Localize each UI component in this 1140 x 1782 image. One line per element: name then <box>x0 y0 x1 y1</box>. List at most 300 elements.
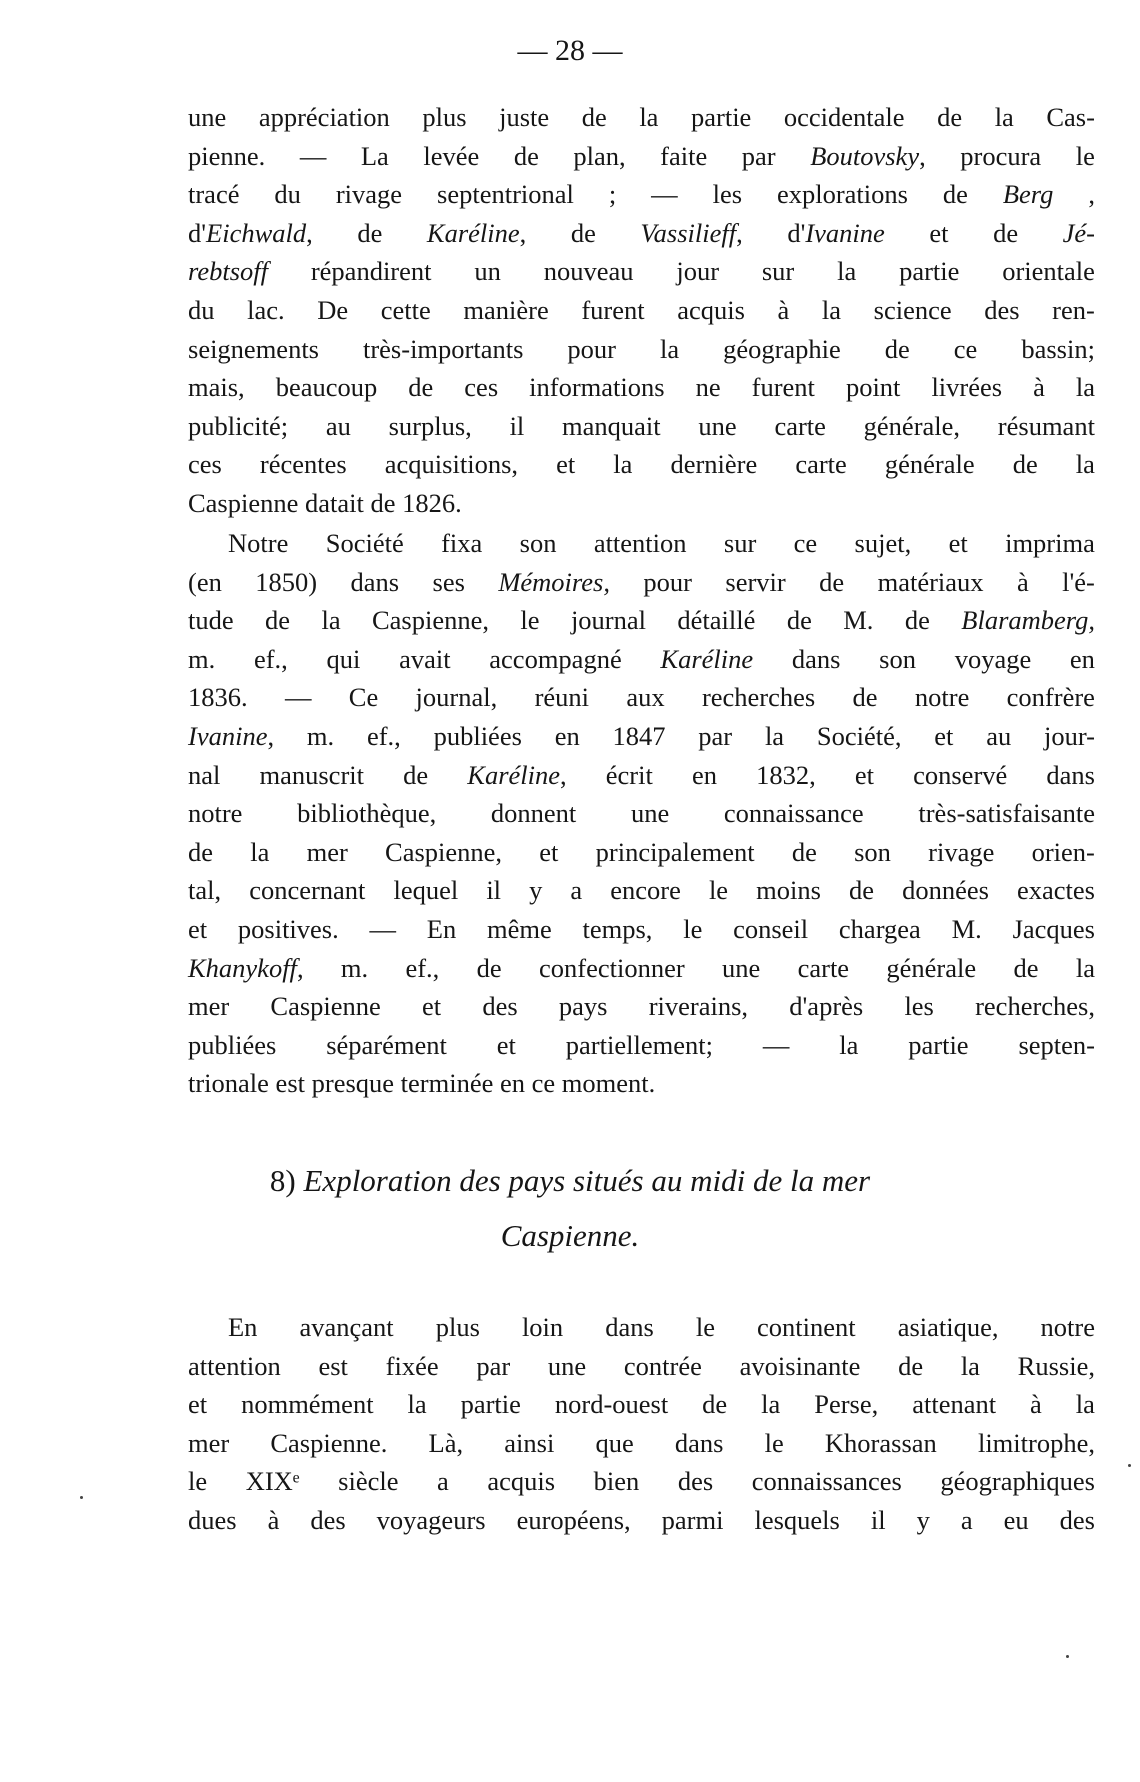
text-segment: Caspienne datait de 1826. <box>188 487 462 518</box>
word: ces <box>464 372 499 403</box>
word: principalement <box>595 836 755 867</box>
word: au <box>986 720 1012 751</box>
word: orientale <box>1002 256 1095 287</box>
word: dans <box>605 1312 654 1342</box>
word: les <box>712 179 743 210</box>
word: de <box>265 605 291 636</box>
word: partie <box>460 1389 521 1420</box>
word: Karéline, <box>467 759 567 790</box>
word: a <box>570 875 583 906</box>
word: conseil <box>733 913 809 944</box>
word: de <box>702 1389 728 1420</box>
word: la <box>994 102 1014 132</box>
word: rivage <box>335 179 403 210</box>
word: avoisinante <box>739 1350 861 1381</box>
word: recherches <box>701 682 816 713</box>
word: de <box>570 217 596 248</box>
word: écrit <box>605 759 653 790</box>
word: en <box>554 720 580 751</box>
text-line <box>188 1308 1095 1347</box>
word: lac. <box>247 294 285 325</box>
word: le <box>695 1312 715 1342</box>
word: de <box>513 140 539 171</box>
word: nouveau <box>543 256 634 287</box>
word: temps, <box>582 913 653 944</box>
word: , <box>1088 179 1095 210</box>
word: loin <box>521 1312 564 1342</box>
word: de <box>937 102 963 132</box>
word: 1832, <box>756 759 816 790</box>
word: en <box>691 759 717 790</box>
word: sujet, <box>854 528 912 558</box>
word: de <box>852 682 878 713</box>
word: une <box>698 410 737 441</box>
word: il <box>870 1504 886 1535</box>
word: furent <box>751 372 815 403</box>
word: mer <box>188 991 230 1022</box>
word: attention <box>593 528 687 558</box>
word: des <box>310 1504 346 1535</box>
word: l'é- <box>1062 566 1095 597</box>
word: répandirent <box>310 256 432 287</box>
word: ce <box>953 333 978 364</box>
word: la <box>960 1350 980 1381</box>
word: septen- <box>1018 1029 1095 1060</box>
word: bassin; <box>1021 333 1095 364</box>
word: acquis <box>677 294 745 325</box>
word: journal, <box>415 682 498 713</box>
section-number: 8) <box>269 1163 296 1198</box>
word: partie <box>908 1029 969 1060</box>
text-line <box>188 949 1095 988</box>
word: Là, <box>428 1427 464 1458</box>
word: dans <box>674 1427 724 1458</box>
paragraph-3 <box>188 1308 1095 1540</box>
text-line <box>188 1501 1095 1540</box>
word: dues <box>188 1504 237 1535</box>
word: conservé <box>913 759 1008 790</box>
word: de <box>791 836 817 867</box>
text-line <box>188 987 1095 1026</box>
text-line <box>188 910 1095 949</box>
text-line <box>188 252 1095 291</box>
word: — <box>299 140 327 171</box>
word: 1847 <box>612 720 666 751</box>
word: En <box>426 913 457 944</box>
word: Vassilieff, <box>640 217 743 248</box>
word: et <box>854 759 874 790</box>
word: — <box>651 179 678 210</box>
word: une <box>722 952 761 983</box>
text-line <box>188 1424 1095 1463</box>
word: pour <box>643 566 692 597</box>
print-speck <box>1066 1655 1069 1658</box>
word: exactes <box>1016 875 1095 906</box>
word: partie <box>691 102 752 132</box>
word: géographie <box>723 333 841 364</box>
word: (en <box>188 566 222 597</box>
text-line <box>188 601 1095 640</box>
word: à <box>777 294 790 325</box>
word: à <box>1016 566 1029 597</box>
section-heading-line-2 <box>0 1218 1140 1254</box>
word: fixa <box>441 528 483 558</box>
text-line <box>188 717 1095 756</box>
word: très-importants <box>362 333 524 364</box>
word: récentes <box>259 449 347 480</box>
word: tal, <box>188 875 222 906</box>
word: occidentale <box>783 102 905 132</box>
word: ; <box>608 179 617 210</box>
word: jour <box>676 256 720 287</box>
text-line <box>188 563 1095 602</box>
word: dans <box>350 566 400 597</box>
word: Cas- <box>1046 102 1095 132</box>
word: sur <box>723 528 757 558</box>
word: mer <box>306 836 348 867</box>
word: et <box>188 913 208 944</box>
word: Karéline, <box>426 217 527 248</box>
word: de <box>898 1350 924 1381</box>
word: plus <box>422 102 467 132</box>
word: appréciation <box>258 102 390 132</box>
word: science <box>873 294 952 325</box>
word: sur <box>761 256 795 287</box>
word: des <box>984 294 1020 325</box>
word: la <box>407 1389 427 1420</box>
word: donnent <box>490 798 577 829</box>
word: tude <box>188 605 234 636</box>
word: partiellement; <box>565 1029 713 1060</box>
word: de <box>1013 952 1039 983</box>
word: Perse, <box>814 1389 879 1420</box>
text-line <box>188 137 1095 176</box>
word: acquis <box>487 1466 556 1497</box>
word: point <box>845 372 901 403</box>
word: seignements <box>188 333 319 364</box>
word: accompagné <box>489 643 622 674</box>
word: publiées <box>188 1029 277 1060</box>
word: la <box>1075 952 1095 983</box>
word: livrées <box>931 372 1003 403</box>
text-line <box>188 1385 1095 1424</box>
print-speck <box>1128 1464 1131 1467</box>
section-title-line-2: Caspienne. <box>500 1218 640 1253</box>
word: et <box>539 836 559 867</box>
word: Mémoires, <box>498 566 610 597</box>
paragraph-2 <box>188 524 1095 1103</box>
word: confrère <box>1006 682 1095 713</box>
word: nommément <box>241 1389 374 1420</box>
word: de <box>993 217 1019 248</box>
word: attention <box>188 1350 281 1381</box>
text-line <box>188 445 1095 484</box>
word: lequel <box>393 875 459 906</box>
word: ren- <box>1052 294 1095 325</box>
text-line <box>188 1347 1095 1386</box>
word: explorations <box>776 179 908 210</box>
word: Khorassan <box>824 1427 937 1458</box>
word: moins <box>756 875 821 906</box>
word: il <box>486 875 502 906</box>
text-line <box>188 871 1095 910</box>
word: la <box>1075 372 1095 403</box>
word: générale, <box>863 410 961 441</box>
word: et <box>188 1389 208 1420</box>
word: levée <box>423 140 480 171</box>
word: partie <box>899 256 960 287</box>
word: et <box>948 528 968 558</box>
text-line <box>188 1064 1095 1103</box>
word: de <box>786 605 812 636</box>
word: générale <box>884 449 975 480</box>
word: la <box>321 605 341 636</box>
word: avait <box>399 643 451 674</box>
word: la <box>613 449 633 480</box>
word: La <box>360 140 389 171</box>
word: les <box>904 991 934 1022</box>
word: Ce <box>348 682 379 713</box>
word: la <box>821 294 842 325</box>
word: furent <box>581 294 645 325</box>
word: imprima <box>1005 528 1095 558</box>
word: d'Eichwald, <box>188 217 313 248</box>
word: Boutovsky, <box>810 140 926 171</box>
word: Caspienne, <box>371 605 489 636</box>
text-line <box>188 368 1095 407</box>
word: la <box>250 836 270 867</box>
word: ne <box>695 372 721 403</box>
word: juste <box>499 102 550 132</box>
word: un <box>474 256 501 287</box>
word: la <box>659 333 680 364</box>
word: manière <box>463 294 549 325</box>
word: eu <box>1003 1504 1029 1535</box>
word: voyage <box>954 643 1032 674</box>
word: concernant <box>249 875 366 906</box>
word: de <box>357 217 383 248</box>
word: de <box>884 333 910 364</box>
word: des <box>677 1466 714 1497</box>
word: une <box>547 1350 587 1381</box>
word: asiatique, <box>897 1312 999 1342</box>
text-line <box>188 794 1095 833</box>
word: la <box>761 1389 781 1420</box>
text-line <box>188 291 1095 330</box>
word: nal <box>188 759 221 790</box>
word: — <box>369 913 397 944</box>
word: limitrophe, <box>977 1427 1095 1458</box>
word: bibliothèque, <box>297 798 437 829</box>
print-speck <box>80 1496 83 1499</box>
word: En <box>228 1312 258 1342</box>
word: Société <box>325 528 404 558</box>
word: de <box>188 836 214 867</box>
word: son <box>519 528 557 558</box>
word: de <box>848 875 874 906</box>
word: a <box>960 1504 973 1535</box>
word: pour <box>567 333 616 364</box>
word: attenant <box>912 1389 997 1420</box>
word: européens, <box>516 1504 631 1535</box>
text-line <box>188 640 1095 679</box>
word: Ivanine, <box>188 720 275 751</box>
word: et <box>934 720 954 751</box>
word: bien <box>593 1466 640 1497</box>
word: générale <box>886 952 977 983</box>
word: connaissances <box>751 1466 902 1497</box>
word: ef., <box>253 643 288 674</box>
word: 1850) <box>255 566 318 597</box>
word: de <box>942 179 968 210</box>
word: plan, <box>573 140 626 171</box>
word: Russie, <box>1017 1350 1095 1381</box>
word: le <box>1075 140 1095 171</box>
word: Jacques <box>1012 913 1095 944</box>
word: M. <box>951 913 982 944</box>
word: m. <box>306 720 335 751</box>
word: procura <box>960 140 1042 171</box>
word: et <box>929 217 949 248</box>
word: jour- <box>1044 720 1095 751</box>
word: manuscrit <box>259 759 364 790</box>
word: Jé- <box>1062 217 1095 248</box>
word: de <box>581 102 607 132</box>
word: très-satisfaisante <box>918 798 1095 829</box>
text-line <box>188 678 1095 717</box>
word: Caspienne <box>270 991 381 1022</box>
page-number: — 28 — <box>517 34 623 67</box>
text-line <box>188 98 1095 137</box>
word: que <box>595 1427 634 1458</box>
word: à <box>1030 1389 1042 1420</box>
word: réuni <box>534 682 590 713</box>
word: Blaramberg, <box>961 605 1095 636</box>
word: plus <box>435 1312 480 1342</box>
word: dans <box>1046 759 1095 790</box>
word: positives. <box>237 913 339 944</box>
word: notre <box>914 682 970 713</box>
word: et <box>556 449 576 480</box>
word: son <box>854 836 891 867</box>
word: acquisitions, <box>384 449 519 480</box>
word: de <box>819 566 845 597</box>
word: notre <box>188 798 243 829</box>
word: détaillé <box>677 605 756 636</box>
word: faite <box>660 140 708 171</box>
word: la <box>1075 449 1095 480</box>
word: et <box>422 991 442 1022</box>
word: ses <box>432 566 465 597</box>
section-heading-line-1 <box>0 1163 1140 1199</box>
word: de <box>403 759 429 790</box>
word: continent <box>757 1312 856 1342</box>
word: mais, <box>188 372 245 403</box>
word: manquait <box>562 410 661 441</box>
word: m. <box>340 952 369 983</box>
text-line <box>188 214 1095 253</box>
text-line <box>188 833 1095 872</box>
word: est <box>318 1350 348 1381</box>
word: pays <box>558 991 608 1022</box>
word: nord-ouest <box>554 1389 669 1420</box>
word: il <box>509 410 525 441</box>
word: mer <box>188 1427 230 1458</box>
word: rebtsoff <box>188 256 268 287</box>
word: ef., <box>366 720 401 751</box>
paragraph-1 <box>188 98 1095 523</box>
word: — <box>284 682 312 713</box>
word: De <box>317 294 349 325</box>
word: chargea <box>838 913 921 944</box>
word: la <box>839 1029 859 1060</box>
word: y <box>529 875 543 906</box>
word: tracé <box>188 179 240 210</box>
word: données <box>902 875 989 906</box>
word: y <box>916 1504 930 1535</box>
word: rivage <box>928 836 995 867</box>
word: des <box>1059 1504 1095 1535</box>
word: matériaux <box>877 566 984 597</box>
word: résumant <box>997 410 1095 441</box>
word: le <box>520 605 540 636</box>
word: qui <box>326 643 361 674</box>
word: son <box>879 643 916 674</box>
word: Karéline <box>660 643 754 674</box>
word: le <box>683 913 703 944</box>
word: Société, <box>816 720 902 751</box>
word: encore <box>610 875 681 906</box>
word: parmi <box>661 1504 724 1535</box>
word: à <box>1033 372 1045 403</box>
word: au <box>325 410 351 441</box>
word: ef., <box>405 952 440 983</box>
section-title-line-1: Exploration des pays situés au midi de la mer <box>303 1163 871 1198</box>
word: cette <box>380 294 431 325</box>
word: d'après <box>789 991 864 1022</box>
word: septentrional <box>437 179 574 210</box>
word: beaucoup <box>275 372 378 403</box>
word: des <box>482 991 518 1022</box>
word: publiées <box>433 720 522 751</box>
word: dernière <box>670 449 758 480</box>
word: et <box>496 1029 516 1060</box>
word: le <box>764 1427 784 1458</box>
word: M. <box>843 605 874 636</box>
word: Berg <box>1002 179 1054 210</box>
word: avançant <box>299 1312 394 1342</box>
text-segment: trionale est presque terminée en ce moment. <box>188 1068 656 1099</box>
word: par <box>741 140 776 171</box>
word: voyageurs <box>376 1504 486 1535</box>
word: du <box>188 294 215 325</box>
word: du <box>274 179 301 210</box>
word: siècle <box>338 1466 399 1497</box>
text-line <box>188 407 1095 446</box>
word: carte <box>797 952 850 983</box>
word: ces <box>188 449 222 480</box>
text-line <box>188 756 1095 795</box>
word: connaissance <box>723 798 864 829</box>
word: ainsi <box>504 1427 555 1458</box>
word: XIXᵉ <box>245 1466 300 1497</box>
word: Caspienne, <box>385 836 503 867</box>
word: pienne. <box>188 140 266 171</box>
word: carte <box>795 449 847 480</box>
word: carte <box>774 410 826 441</box>
word: le <box>188 1466 208 1497</box>
word: 1836. <box>188 682 248 713</box>
